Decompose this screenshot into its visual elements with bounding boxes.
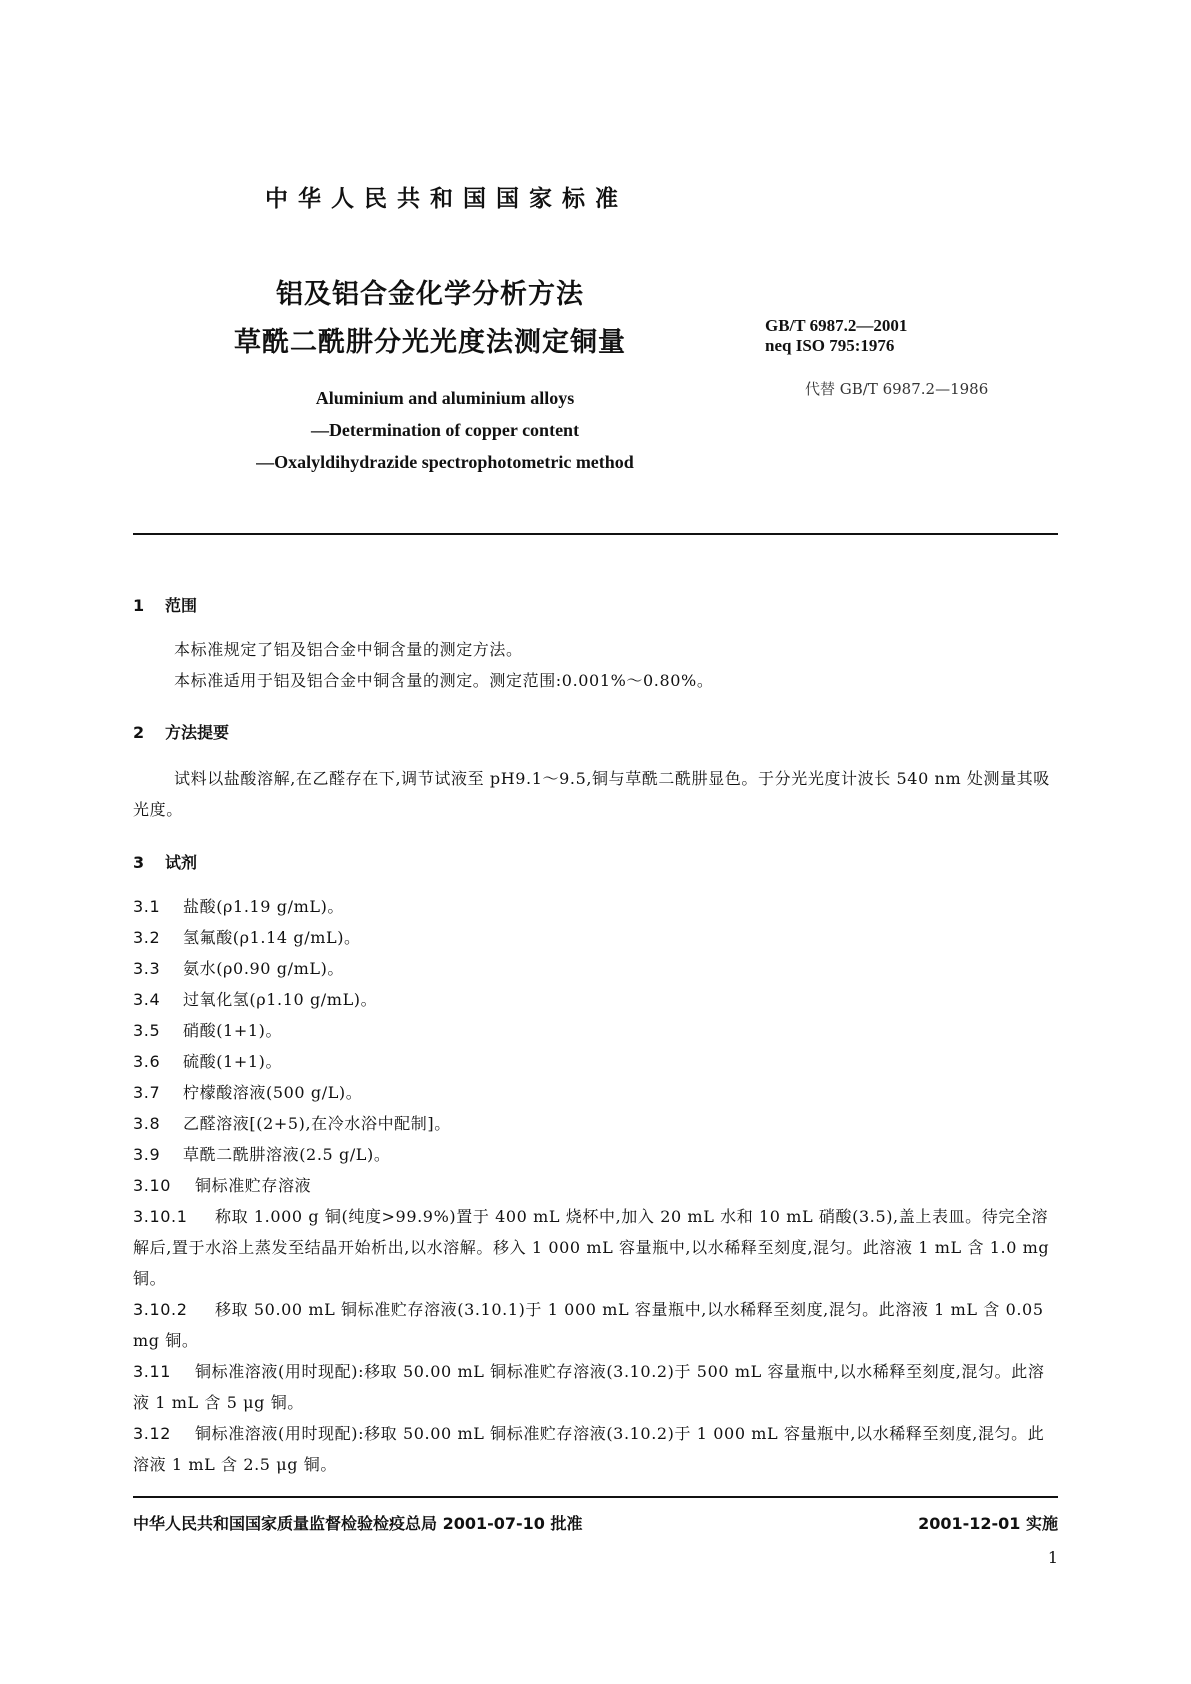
reagent-item: 3.6 硫酸(1+1)。 <box>133 1052 283 1071</box>
reagent-item: 3.1 盐酸(ρ1.19 g/mL)。 <box>133 897 345 916</box>
reagent-item: 3.9 草酰二酰肼溶液(2.5 g/L)。 <box>133 1145 391 1164</box>
reagent-item: 3.12 铜标准溶液(用时现配):移取 50.00 mL 铜标准贮存溶液(3.10.2)于 1 000 mL 容量瓶中,以水稀释至刻度,混匀。此溶液 1 mL 含 2.5 μg 铜。 <box>133 1424 1045 1474</box>
reagent-item: 3.2 氢氟酸(ρ1.14 g/mL)。 <box>133 928 361 947</box>
title-cn-line2: 草酰二酰肼分光光度法测定铜量 <box>234 327 626 358</box>
reagent-item: 3.4 过氧化氢(ρ1.10 g/mL)。 <box>133 990 378 1009</box>
section-title: 试剂 <box>165 853 198 872</box>
implementation-date: 2001-12-01 实施 <box>918 1514 1058 1533</box>
reagent-item: 3.10.2 移取 50.00 mL 铜标准贮存溶液(3.10.1)于 1 000 mL 容量瓶中,以水稀释至刻度,混匀。此溶液 1 mL 含 0.05 mg 铜。 <box>133 1300 1044 1350</box>
section-1-heading <box>133 593 197 616</box>
standard-code: GB/T 6987.2—2001 <box>765 316 908 335</box>
reagent-item: 3.10.1 称取 1.000 g 铜(纯度>99.9%)置于 400 mL 烧杯中,加入 20 mL 水和 10 mL 硝酸(3.5),盖上表皿。待完全溶解后,置于水浴上蒸发至结晶开始析出,以水溶解。移入 1 000 mL 容量瓶中,以水稀释至刻度,混匀。此溶液 1 mL 含 1.0 mg 铜。 <box>133 1207 1050 1288</box>
section-title: 方法提要 <box>165 723 230 742</box>
reagent-item: 3.8 乙醛溶液[(2+5),在冷水浴中配制]。 <box>133 1114 451 1133</box>
national-standard-heading: 中华人民共和国国家标准 <box>265 186 628 212</box>
title-en-line1: Aluminium and aluminium alloys <box>315 388 575 408</box>
reagent-item: 3.5 硝酸(1+1)。 <box>133 1021 283 1040</box>
reagent-item: 3.7 柠檬酸溶液(500 g/L)。 <box>133 1083 363 1102</box>
title-en-line3: —Oxalyldihydrazide spectrophotometric method <box>256 452 634 472</box>
section-2-heading <box>133 720 229 743</box>
approval-note: 中华人民共和国国家质量监督检验检疫总局 2001-07-10 批准 <box>133 1514 583 1533</box>
iso-equivalence: neq ISO 795:1976 <box>765 336 895 355</box>
standard-code-block <box>765 316 907 356</box>
replaces-note: 代替 GB/T 6987.2—1986 <box>805 380 989 398</box>
title-cn-line1: 铝及铝合金化学分析方法 <box>276 279 584 310</box>
section-number: 1 <box>133 596 145 615</box>
reagent-item: 3.3 氨水(ρ0.90 g/mL)。 <box>133 959 345 978</box>
title-en-line2: —Determination of copper content <box>310 420 580 440</box>
section-number: 3 <box>133 853 145 872</box>
section-3-heading <box>133 850 197 873</box>
section-2-paragraph-1: 试料以盐酸溶解,在乙醛存在下,调节试液至 pH9.1～9.5,铜与草酰二酰肼显色。于分光光度计波长 540 nm 处测量其吸光度。 <box>133 769 1050 819</box>
section-number: 2 <box>133 723 145 742</box>
footer-divider <box>133 1496 1058 1498</box>
section-title: 范围 <box>165 596 198 615</box>
reagent-item: 3.10 铜标准贮存溶液 <box>133 1176 312 1195</box>
section-1-paragraph-1: 本标准规定了铝及铝合金中铜含量的测定方法。 <box>174 640 523 659</box>
header-divider <box>133 533 1058 535</box>
reagent-item: 3.11 铜标准溶液(用时现配):移取 50.00 mL 铜标准贮存溶液(3.10.2)于 500 mL 容量瓶中,以水稀释至刻度,混匀。此溶液 1 mL 含 5 μg 铜。 <box>133 1362 1045 1412</box>
page-number: 1 <box>1047 1548 1058 1567</box>
section-1-paragraph-2: 本标准适用于铝及铝合金中铜含量的测定。测定范围:0.001%～0.80%。 <box>174 671 714 690</box>
